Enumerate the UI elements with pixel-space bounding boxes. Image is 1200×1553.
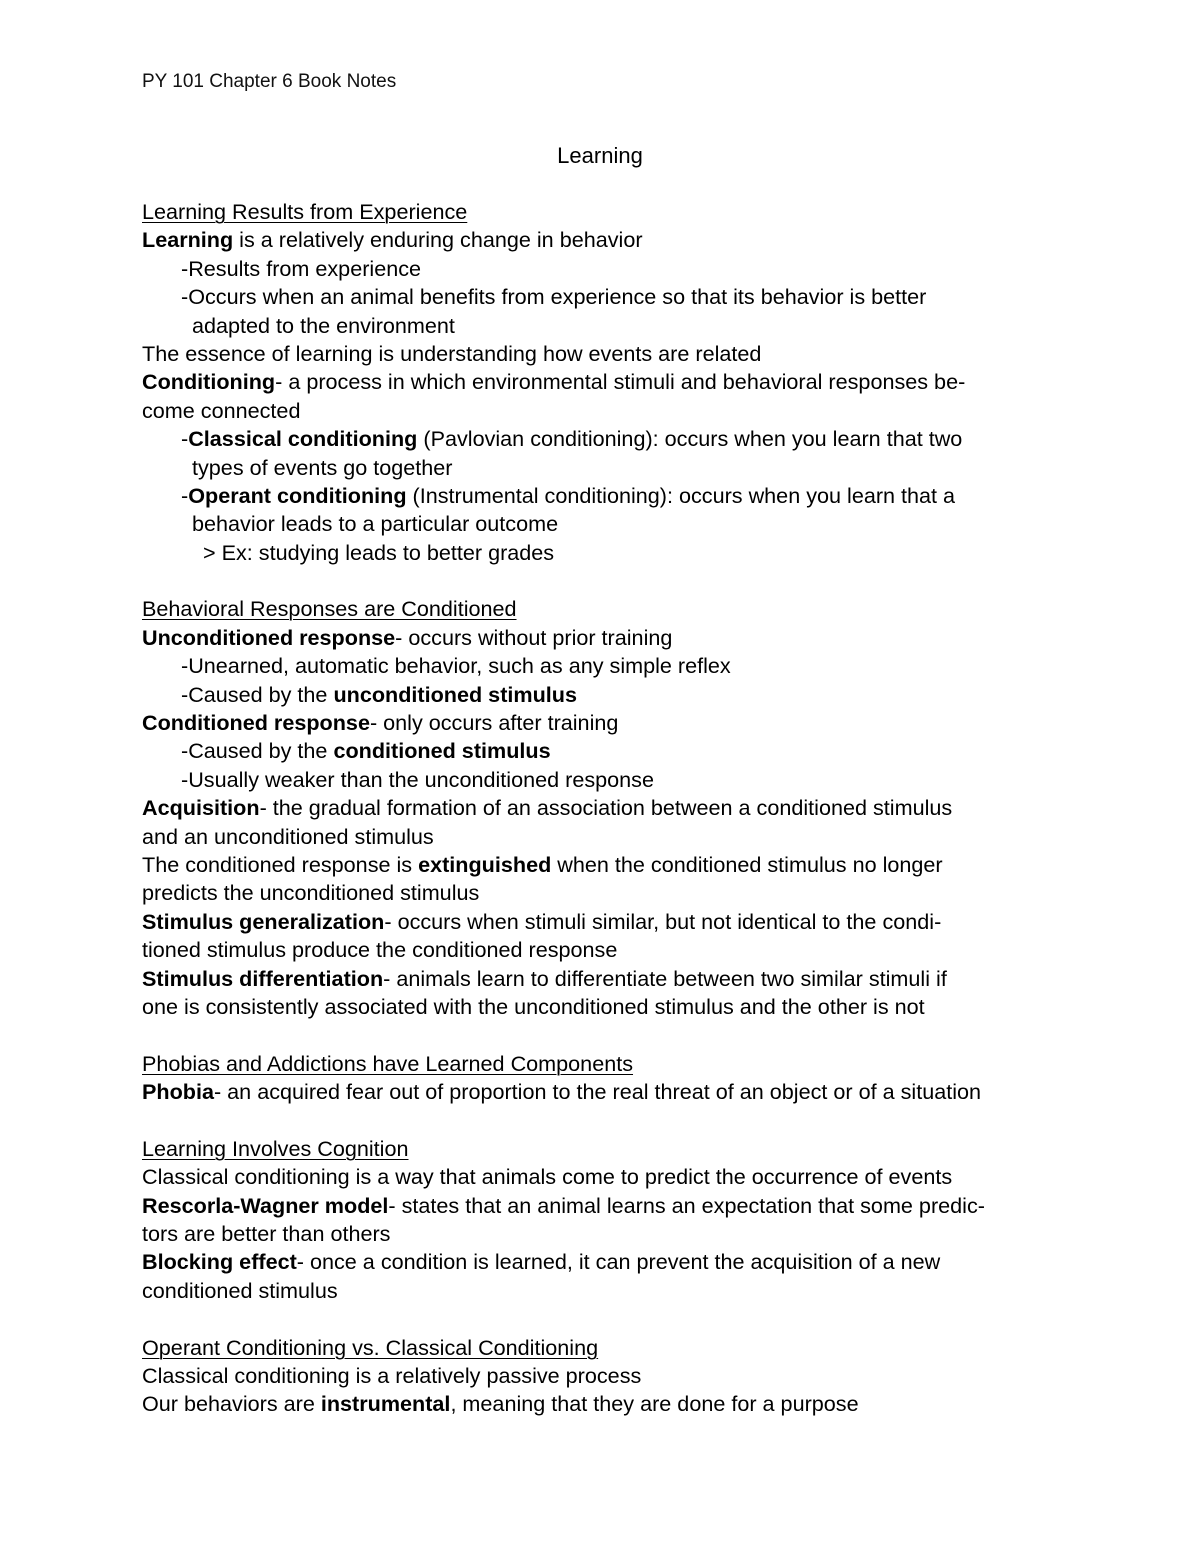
note-text: - a process in which environmental stimuli and behavioral responses be- bbox=[275, 369, 966, 395]
section-heading-text: Learning Involves Cognition bbox=[142, 1135, 409, 1161]
note-line bbox=[142, 283, 1072, 311]
note-line bbox=[142, 965, 1072, 993]
note-text: one is consistently associated with the unconditioned stimulus and the other is not bbox=[142, 993, 925, 1019]
note-text: - bbox=[181, 426, 189, 452]
note-text: is a relatively enduring change in behavior bbox=[233, 227, 643, 253]
note-text: > Ex: studying leads to better grades bbox=[203, 539, 555, 565]
note-text: -Caused by the bbox=[181, 738, 334, 764]
section-heading-text: Phobias and Addictions have Learned Components bbox=[142, 1050, 634, 1076]
note-line bbox=[142, 510, 1072, 538]
note-text: conditioned stimulus bbox=[142, 1277, 338, 1303]
note-line bbox=[142, 340, 1072, 368]
note-text: - the gradual formation of an association between a conditioned stimulus bbox=[259, 795, 953, 821]
note-line bbox=[142, 652, 1072, 680]
note-line bbox=[142, 397, 1072, 425]
key-term: instrumental bbox=[320, 1391, 451, 1417]
note-line bbox=[142, 908, 1072, 936]
note-line bbox=[142, 624, 1072, 652]
key-term: Stimulus generalization bbox=[142, 908, 385, 934]
section-heading bbox=[142, 1135, 1072, 1163]
note-text: Classical conditioning is a way that animals come to predict the occurrence of events bbox=[142, 1164, 953, 1190]
note-line bbox=[142, 1248, 1072, 1276]
note-line bbox=[142, 312, 1072, 340]
note-line bbox=[142, 368, 1072, 396]
note-text: -Occurs when an animal benefits from experience so that its behavior is better bbox=[181, 284, 927, 310]
note-text: (Pavlovian conditioning): occurs when you learn that two bbox=[417, 426, 963, 452]
page-header: PY 101 Chapter 6 Book Notes bbox=[142, 71, 397, 92]
note-line bbox=[142, 1220, 1072, 1248]
note-text: when the conditioned stimulus no longer bbox=[551, 851, 943, 877]
key-term: Phobia bbox=[142, 1079, 214, 1105]
note-text: - bbox=[181, 482, 189, 508]
note-text: types of events go together bbox=[192, 454, 453, 480]
note-line bbox=[142, 794, 1072, 822]
note-text: come connected bbox=[142, 397, 301, 423]
note-text: - occurs without prior training bbox=[395, 624, 673, 650]
note-line bbox=[142, 1277, 1072, 1305]
note-text: - once a condition is learned, it can prevent the acquisition of a new bbox=[296, 1249, 941, 1275]
section-gap bbox=[142, 1021, 1072, 1049]
note-text: predicts the unconditioned stimulus bbox=[142, 880, 480, 906]
section-heading-text: Behavioral Responses are Conditioned bbox=[142, 596, 517, 622]
key-term: Classical conditioning bbox=[188, 426, 418, 452]
note-line bbox=[142, 681, 1072, 709]
note-line bbox=[142, 879, 1072, 907]
note-line bbox=[142, 766, 1072, 794]
key-term: extinguished bbox=[418, 851, 552, 877]
note-text: The essence of learning is understanding how events are related bbox=[142, 340, 762, 366]
note-line bbox=[142, 1390, 1072, 1418]
notes-body bbox=[142, 198, 1072, 1419]
key-term: Operant conditioning bbox=[188, 482, 407, 508]
key-term: conditioned stimulus bbox=[333, 738, 551, 764]
note-text: adapted to the environment bbox=[192, 312, 455, 338]
note-line bbox=[142, 993, 1072, 1021]
note-text: (Instrumental conditioning): occurs when you learn that a bbox=[406, 482, 956, 508]
section-gap bbox=[142, 1305, 1072, 1333]
note-text: Our behaviors are bbox=[142, 1391, 321, 1417]
note-line bbox=[142, 737, 1072, 765]
note-text: - an acquired fear out of proportion to the real threat of an object or of a situation bbox=[213, 1079, 982, 1105]
note-text: - only occurs after training bbox=[369, 710, 619, 736]
note-text: -Unearned, automatic behavior, such as any simple reflex bbox=[181, 653, 731, 679]
section-heading bbox=[142, 198, 1072, 226]
note-line bbox=[142, 454, 1072, 482]
section-heading bbox=[142, 1334, 1072, 1362]
note-line bbox=[142, 226, 1072, 254]
key-term: Blocking effect bbox=[142, 1249, 297, 1275]
note-line bbox=[142, 482, 1072, 510]
key-term: Unconditioned response bbox=[142, 624, 396, 650]
note-line bbox=[142, 709, 1072, 737]
note-text: and an unconditioned stimulus bbox=[142, 823, 434, 849]
note-line bbox=[142, 1078, 1072, 1106]
section-heading-text: Operant Conditioning vs. Classical Conditioning bbox=[142, 1334, 599, 1360]
note-line bbox=[142, 425, 1072, 453]
key-term: Conditioning bbox=[142, 369, 276, 395]
section-heading bbox=[142, 1050, 1072, 1078]
note-text: The conditioned response is bbox=[142, 851, 419, 877]
note-text: behavior leads to a particular outcome bbox=[192, 511, 559, 537]
note-line bbox=[142, 851, 1072, 879]
note-text: -Results from experience bbox=[181, 255, 422, 281]
note-text: - animals learn to differentiate between two similar stimuli if bbox=[383, 965, 947, 991]
section-gap bbox=[142, 1107, 1072, 1135]
key-term: unconditioned stimulus bbox=[333, 681, 577, 707]
note-text: -Usually weaker than the unconditioned response bbox=[181, 766, 654, 792]
note-line bbox=[142, 1362, 1072, 1390]
note-text: tors are better than others bbox=[142, 1221, 391, 1247]
note-line bbox=[142, 539, 1072, 567]
note-text: - states that an animal learns an expectation that some predic- bbox=[388, 1192, 985, 1218]
note-text: -Caused by the bbox=[181, 681, 334, 707]
key-term: Stimulus differentiation bbox=[142, 965, 384, 991]
key-term: Learning bbox=[142, 227, 234, 253]
note-text: tioned stimulus produce the conditioned response bbox=[142, 937, 618, 963]
note-text: - occurs when stimuli similar, but not identical to the condi- bbox=[384, 908, 942, 934]
note-text: , meaning that they are done for a purpose bbox=[450, 1391, 859, 1417]
page-title: Learning bbox=[557, 143, 643, 168]
section-gap bbox=[142, 567, 1072, 595]
note-line bbox=[142, 823, 1072, 851]
note-text: Classical conditioning is a relatively passive process bbox=[142, 1363, 642, 1389]
key-term: Acquisition bbox=[142, 795, 260, 821]
note-line bbox=[142, 1192, 1072, 1220]
key-term: Rescorla-Wagner model bbox=[142, 1192, 389, 1218]
note-line bbox=[142, 936, 1072, 964]
section-heading-text: Learning Results from Experience bbox=[142, 199, 468, 224]
note-line bbox=[142, 255, 1072, 283]
key-term: Conditioned response bbox=[142, 710, 370, 736]
note-line bbox=[142, 1163, 1072, 1191]
section-heading bbox=[142, 595, 1072, 623]
